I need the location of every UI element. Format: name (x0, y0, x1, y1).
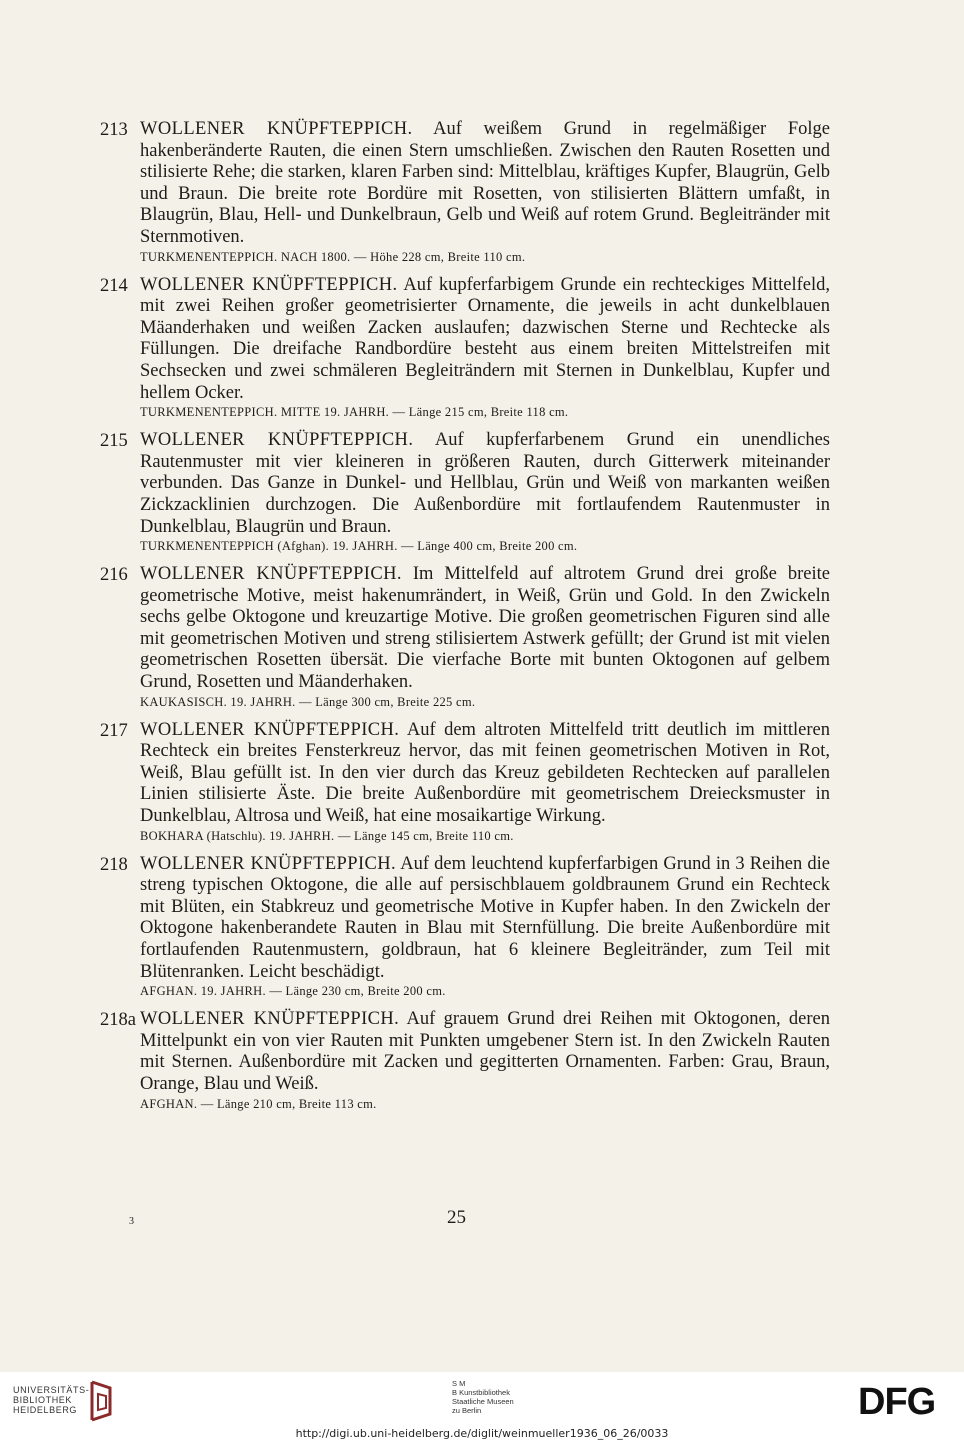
entry-description (140, 430, 830, 538)
entry-provenance: AFGHAN. 19. JAHRH. — Länge 230 cm, Breite 200 cm. (140, 984, 446, 999)
entry-heading: WOLLENER KNÜPFTEPPICH. (140, 274, 398, 295)
entry-description (140, 275, 830, 405)
university-line: UNIVERSITÄTS- (13, 1385, 90, 1395)
entry-heading: WOLLENER KNÜPFTEPPICH. (140, 1009, 400, 1030)
entry-heading: WOLLENER KNÜPFTEPPICH. (140, 719, 400, 740)
catalogue-entry-218a (100, 1009, 830, 1111)
entry-text: Auf dem altroten Mittelfeld tritt deutlich im mittleren Rechteck ein breites Fensterkreuz hervor, das mit feinen geometrischen Motiven in Rot, Weiß, Blau gefüllt ist. In den vier durch das Kreuz gebildeten Rechtecken auf parallelen Linien stilisierte Äste. Die breite Außenbordüre mit geometrischem Dreiecksmuster in Dunkelblau, Altrosa und Weiß, hat eine mosaikartige Wirkung. (140, 719, 830, 827)
entry-number: 215 (100, 431, 128, 452)
catalogue-entry-218 (100, 854, 830, 1000)
entry-number: 218a (100, 1010, 136, 1031)
dfg-logo: DFG (858, 1381, 936, 1423)
entry-heading: WOLLENER KNÜPFTEPPICH. (140, 119, 413, 139)
entry-heading: WOLLENER KNÜPFTEPPICH. (140, 564, 402, 585)
entry-number: 217 (100, 720, 128, 741)
kunstbibliothek-stamp (452, 1379, 514, 1415)
entry-description (140, 1009, 830, 1095)
entry-number: 214 (100, 275, 128, 296)
entry-text: Auf grauem Grund drei Reihen mit Oktogonen, deren Mittelpunkt ein von vier Rauten mit Punkten umgebener Stern ist. In den Zwickeln Rauten mit Sternen. Außenbordüre mit Zacken und gegitterten Ornamenten. Farben: Grau, Braun, Orange, Blau und Weiß. (140, 1009, 830, 1094)
entry-number: 213 (100, 120, 128, 140)
entry-provenance: TURKMENENTEPPICH. NACH 1800. — Höhe 228 cm, Breite 110 cm. (140, 249, 526, 264)
entry-provenance: TURKMENENTEPPICH. MITTE 19. JAHRH. — Länge 215 cm, Breite 118 cm. (140, 405, 569, 420)
entry-provenance: KAUKASISCH. 19. JAHRH. — Länge 300 cm, Breite 225 cm. (140, 694, 476, 709)
catalogue-entry-214 (100, 275, 830, 421)
catalogue-entry-213 (100, 119, 830, 265)
catalogue-entry-216 (100, 564, 830, 710)
stamp-line: zu Berlin (452, 1406, 482, 1415)
entry-description (140, 119, 830, 249)
digitization-footer (0, 1372, 964, 1441)
stamp-line: Staatliche Museen (452, 1397, 514, 1406)
entry-text: Auf weißem Grund in regelmäßiger Folge hakenberänderte Rauten, die einen Stern umschließen. Zwischen den Rauten Rosetten und stilisierte Rehe; die starken, klaren Farben sind: Mittelblau, kräftiges Kupfer, Blaugrün, Gelb und Braun. Die breite rote Bordüre mit Rosetten, von stilisierten Blättern umfaßt, in Blaugrün, Blau, Hell- und Dunkelbraun, Gelb und Weiß auf rotem Grund. Begleitränder mit Sternmotiven. (140, 119, 830, 247)
entry-description (140, 720, 830, 828)
catalogue-entries (100, 119, 830, 1122)
university-line: HEIDELBERG (13, 1405, 78, 1415)
entry-text: Im Mittelfeld auf altrotem Grund drei große breite geometrische Motive, meist hakenumrändert, in Weiß, Grün und Gold. In den Zwickeln sechs gelbe Oktogone und kreuzartige Motive. Die großen geometrischen Figuren sind alle mit geometrischen Motiven und streng stilisiertem Astwerk gefüllt; der Grund ist mit vielen geometrischen Rosetten übersät. Die vierfache Borte mit bunten Oktogonen auf gelbem Grund, Rosetten und Mäanderhaken. (140, 564, 830, 693)
entry-description (140, 854, 830, 984)
stamp-line: S M (452, 1379, 466, 1388)
entry-description (140, 564, 830, 694)
entry-heading: WOLLENER KNÜPFTEPPICH. (140, 853, 397, 874)
university-logo-icon (88, 1380, 116, 1424)
university-library-name (13, 1386, 89, 1416)
entry-number: 216 (100, 565, 128, 586)
entry-provenance: TURKMENENTEPPICH (Afghan). 19. JAHRH. — Länge 400 cm, Breite 200 cm. (140, 539, 578, 554)
entry-text: Auf kupferfarbenem Grund ein unendliches Rautenmuster mit vier kleineren in größeren Rauten, durch Gitterwerk miteinander verbunden. Das Ganze in Dunkel- und Hellblau, Grün und Weiß von markanten weißen Zickzacklinien durchzogen. Die Außenbordüre mit fortlaufendem Rautenmuster in Dunkelblau, Blaugrün und Braun. (140, 430, 830, 537)
entry-number: 218 (100, 854, 128, 875)
stamp-line: B Kunstbibliothek (452, 1388, 510, 1397)
entry-provenance: BOKHARA (Hatschlu). 19. JAHRH. — Länge 145 cm, Breite 110 cm. (140, 828, 514, 843)
permalink-url[interactable]: http://digi.ub.uni-heidelberg.de/diglit/weinmueller1936_06_26/0033 (295, 1427, 669, 1440)
university-line: BIBLIOTHEK (13, 1395, 73, 1405)
signature-mark: 3 (129, 1216, 134, 1227)
page-number: 25 (447, 1207, 466, 1228)
entry-provenance: AFGHAN. — Länge 210 cm, Breite 113 cm. (140, 1096, 377, 1111)
catalogue-entry-217 (100, 720, 830, 844)
entry-text: Auf kupferfarbigem Grunde ein rechteckiges Mittelfeld, mit zwei Reihen großer geometrisierter Ornamente, die jeweils in acht dunkelblauen Mäanderhaken und weißen Zacken auslaufen; dazwischen Sterne und Rechtecke als Füllungen. Die dreifache Randbordüre besteht aus einem breiten Mittelstreifen mit Sechsecken und zwei schmäleren Begleiträndern mit Sternen in Dunkelblau, Kupfer und hellem Ocker. (140, 274, 830, 403)
entry-text: Auf dem leuchtend kupferfarbigen Grund in 3 Reihen die streng typischen Oktogone, die alle auf persischblauem goldbraunem Grund ein Rechteck mit Blüten, ein Stabkreuz und geometrische Motive in Kupfer haben. In den Zwickeln der Oktogone hakenberandete Rauten in Blau mit Sternfüllung. Die breite Außenbordüre mit fortlaufenden Rautenmustern, goldbraun, hat 6 kleinere Begleitränder, zum Teil mit Blütenranken. Leicht beschädigt. (140, 853, 830, 982)
entry-heading: WOLLENER KNÜPFTEPPICH. (140, 430, 414, 451)
catalogue-entry-215 (100, 430, 830, 554)
